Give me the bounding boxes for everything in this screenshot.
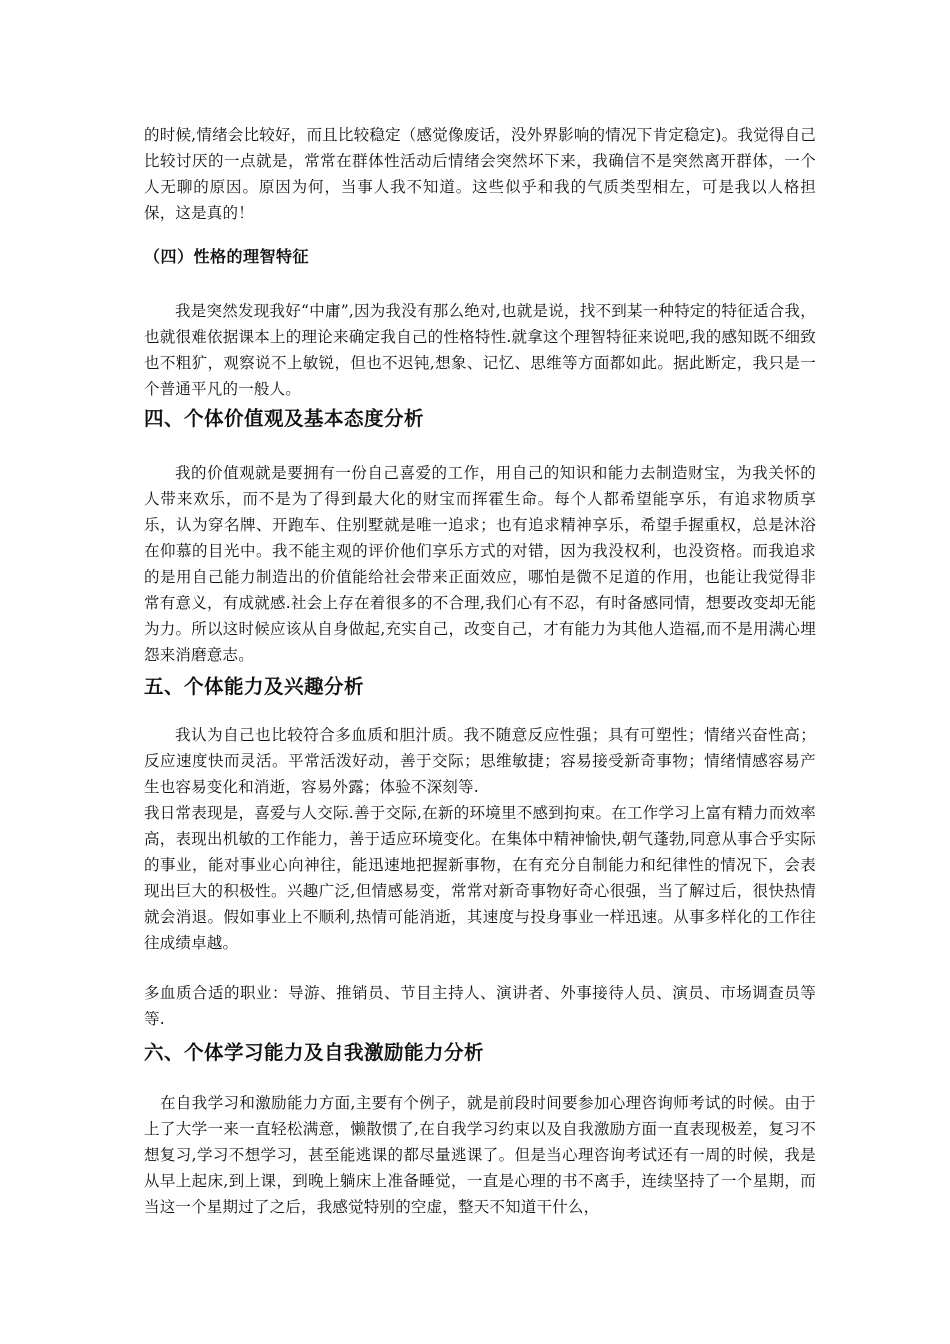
ability-paragraph-temperament: 我认为自己也比较符合多血质和胆汁质。我不随意反应性强；具有可塑性；情绪兴奋性高；反应速度快而灵活。平常活泼好动，善于交际；思维敏捷；容易接受新奇事物；情绪情感容易产生也容易变化和消逝，容易外露；体验不深刻等. — [144, 726, 816, 796]
values-paragraph: 我的价值观就是要拥有一份自己喜爱的工作，用自己的知识和能力去制造财宝，为我关怀的人带来欢乐，而不是为了得到最大化的财宝而挥霍生命。每个人都希望能享乐，有追求物质享乐，认为穿名牌、开跑车、住别墅就是唯一追求；也有追求精神享乐，希望手握重权，总是沐浴在仰慕的目光中。我不能主观的评价他们享乐方式的对错，因为我没权利，也没资格。而我追求的是用自己能力制造出的价值能给社会带来正面效应，哪怕是微不足道的作用，也能让我觉得非常有意义，有成就感.社会上存在着很多的不合理,我们心有不忍，有时备感同情，想要改变却无能为力。所以这时候应该从自身做起,充实自己，改变自己，才有能力为其他人造福,而不是用满心埋怨来消磨意志。 — [144, 464, 816, 664]
subsection-heading-rational-traits: （四）性格的理智特征 — [144, 247, 310, 266]
rational-traits-paragraph: 我是突然发现我好“中庸”,因为我没有那么绝对,也就是说，找不到某一种特定的特征适合我，也就很难依据课本上的理论来确定我自己的性格特性.就拿这个理智特征来说吧,我的感知既不细致也不粗犷，观察说不上敏锐，但也不迟钝,想象、记忆、思维等方面都如此。据此断定，我只是一个普通平凡的一般人。 — [144, 302, 816, 398]
section-heading-learning: 六、个体学习能力及自我激励能力分析 — [144, 1041, 485, 1064]
ability-paragraph-suitable-careers: 多血质合适的职业：导游、推销员、节目主持人、演讲者、外事接待人员、演员、市场调查员等等. — [144, 984, 816, 1028]
intro-paragraph: 的时候,情绪会比较好，而且比较稳定（感觉像废话，没外界影响的情况下肯定稳定)。我觉得自己比较讨厌的一点就是，常常在群体性活动后情绪会突然坏下来，我确信不是突然离开群体，一个人无聊的原因。原因为何，当事人我不知道。这些似乎和我的气质类型相左，可是我以人格担保，这是真的！ — [144, 126, 816, 222]
section-heading-ability: 五、个体能力及兴趣分析 — [144, 675, 365, 698]
section-heading-values: 四、个体价值观及基本态度分析 — [144, 407, 425, 430]
document-page — [144, 122, 816, 1220]
learning-paragraph: 在自我学习和激励能力方面,主要有个例子，就是前段时间要参加心理咨询师考试的时候。由于上了大学一来一直轻松满意，懒散惯了,在自我学习约束以及自我激励方面一直表现极差，复习不想复习,学习不想学习，甚至能逃课的都尽量逃课了。但是当心理咨询考试还有一周的时候，我是从早上起床,到上课，到晚上躺床上准备睡觉，一直是心理的书不离手，连续坚持了一个星期，而当这一个星期过了之后，我感觉特别的空虚，整天不知道干什么， — [144, 1094, 816, 1216]
ability-paragraph-daily-behavior: 我日常表现是，喜爱与人交际.善于交际,在新的环境里不感到拘束。在工作学习上富有精力而效率高，表现出机敏的工作能力，善于适应环境变化。在集体中精神愉快,朝气蓬勃,同意从事合乎实际的事业，能对事业心向神往，能迅速地把握新事物，在有充分自制能力和纪律性的情况下，会表现出巨大的积极性。兴趣广泛,但情感易变，常常对新奇事物好奇心很强，当了解过后，很快热情就会消退。假如事业上不顺利,热情可能消逝，其速度与投身事业一样迅速。从事多样化的工作往往成绩卓越。 — [144, 804, 816, 952]
